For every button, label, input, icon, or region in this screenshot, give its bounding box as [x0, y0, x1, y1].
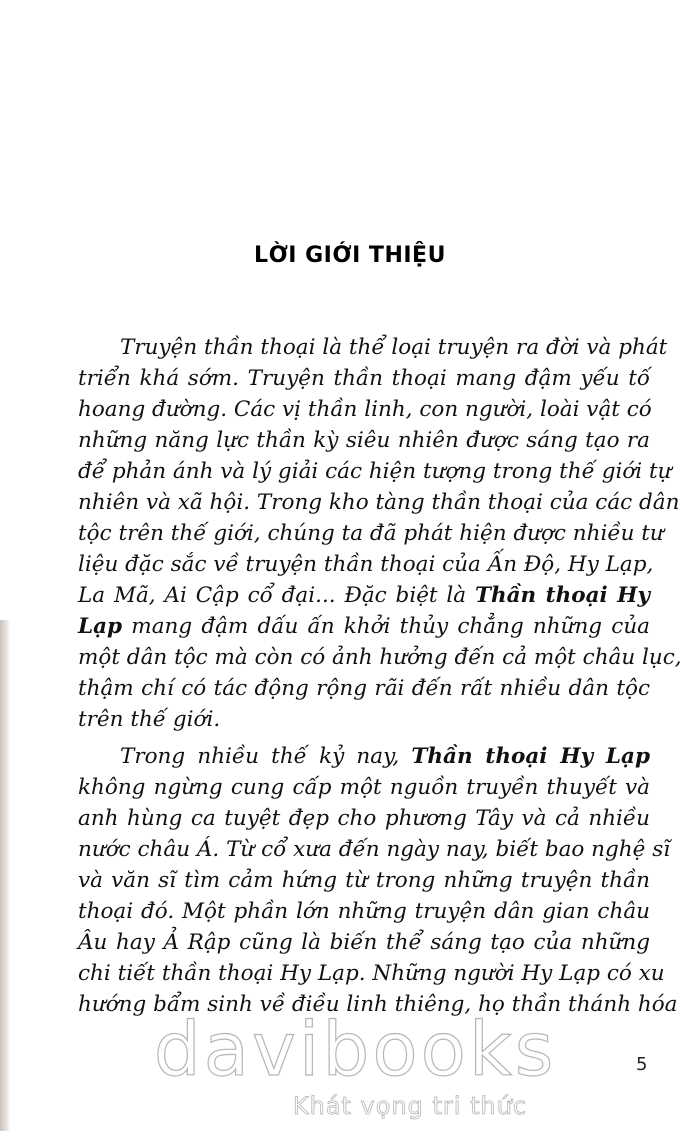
text-line: [78, 772, 650, 803]
paragraph-1: [78, 332, 682, 735]
text-segment: tộc trên thế giới, chúng ta đã phát hiện được nhiều tư: [78, 521, 664, 546]
text-line: [78, 611, 650, 642]
text-line: [78, 518, 664, 549]
bold-title-text: Thần thoại Hy Lạp: [411, 744, 650, 769]
text-line: [78, 487, 680, 518]
text-line: [78, 834, 671, 865]
paragraph-2: [78, 741, 678, 1020]
text-segment: liệu đặc sắc về truyện thần thoại của Ấn Độ, Hy Lạp,: [78, 552, 654, 577]
text-line: [78, 704, 650, 735]
text-line: [78, 363, 650, 394]
text-line: [78, 332, 668, 363]
text-line: [78, 425, 650, 456]
text-segment: thoại đó. Một phần lớn những truyện dân gian châu: [78, 899, 650, 924]
text-line: [78, 896, 650, 927]
watermark-tagline: Khát vọng tri thức: [292, 1092, 528, 1120]
bold-title-text: Lạp: [78, 614, 123, 639]
text-segment: Truyện thần thoại là thể loại truyện ra đời và phát: [120, 335, 668, 360]
text-line: [78, 549, 654, 580]
text-segment: anh hùng ca tuyệt đẹp cho phương Tây và cả nhiều: [78, 806, 650, 831]
text-segment: triển khá sớm. Truyện thần thoại mang đậm yếu tố: [78, 366, 650, 391]
text-line: [78, 803, 650, 834]
text-segment: nước châu Á. Từ cổ xưa đến ngày nay, biết bao nghệ sĩ: [78, 837, 671, 862]
text-segment: chi tiết thần thoại Hy Lạp. Những người Hy Lạp có xu: [78, 961, 665, 986]
text-segment: Trong nhiều thế kỷ nay,: [120, 744, 412, 769]
text-line: [78, 741, 650, 772]
text-segment: nhiên và xã hội. Trong kho tàng thần thoại của các dân: [78, 490, 680, 515]
text-line: [78, 927, 650, 958]
text-line: [78, 580, 650, 611]
text-segment: Âu hay Ả Rập cũng là biến thể sáng tạo của những: [78, 930, 650, 955]
text-segment: những năng lực thần kỳ siêu nhiên được sáng tạo ra: [78, 428, 650, 453]
text-segment: và văn sĩ tìm cảm hứng từ trong những truyện thần: [78, 868, 650, 893]
text-line: [78, 642, 682, 673]
text-segment: thậm chí có tác động rộng rãi đến rất nhiều dân tộc: [78, 676, 650, 701]
page-edge-shadow: [0, 620, 10, 1131]
watermark-logo: davibooks: [153, 1007, 557, 1093]
text-segment: để phản ánh và lý giải các hiện tượng trong thế giới tự: [78, 459, 672, 484]
chapter-heading: LỜI GIỚI THIỆU: [254, 242, 446, 268]
text-segment: hướng bẩm sinh về điều linh thiêng, họ thần thánh hóa: [78, 992, 678, 1017]
text-line: [78, 673, 650, 704]
bold-title-text: Thần thoại Hy: [474, 583, 650, 608]
text-line: [78, 958, 665, 989]
text-segment: trên thế giới.: [78, 707, 221, 732]
text-segment: La Mã, Ai Cập cổ đại... Đặc biệt là: [78, 583, 475, 608]
text-segment: không ngừng cung cấp một nguồn truyền thuyết và: [78, 775, 650, 800]
body-text: [78, 332, 682, 1020]
text-line: [78, 865, 650, 896]
text-segment: mang đậm dấu ấn khởi thủy chẳng những của: [122, 614, 650, 639]
text-line: [78, 394, 650, 425]
text-segment: hoang đường. Các vị thần linh, con người, loài vật có: [78, 397, 652, 422]
text-segment: một dân tộc mà còn có ảnh hưởng đến cả một châu lục,: [78, 645, 682, 670]
text-line: [78, 456, 672, 487]
page-number: 5: [636, 1054, 648, 1075]
